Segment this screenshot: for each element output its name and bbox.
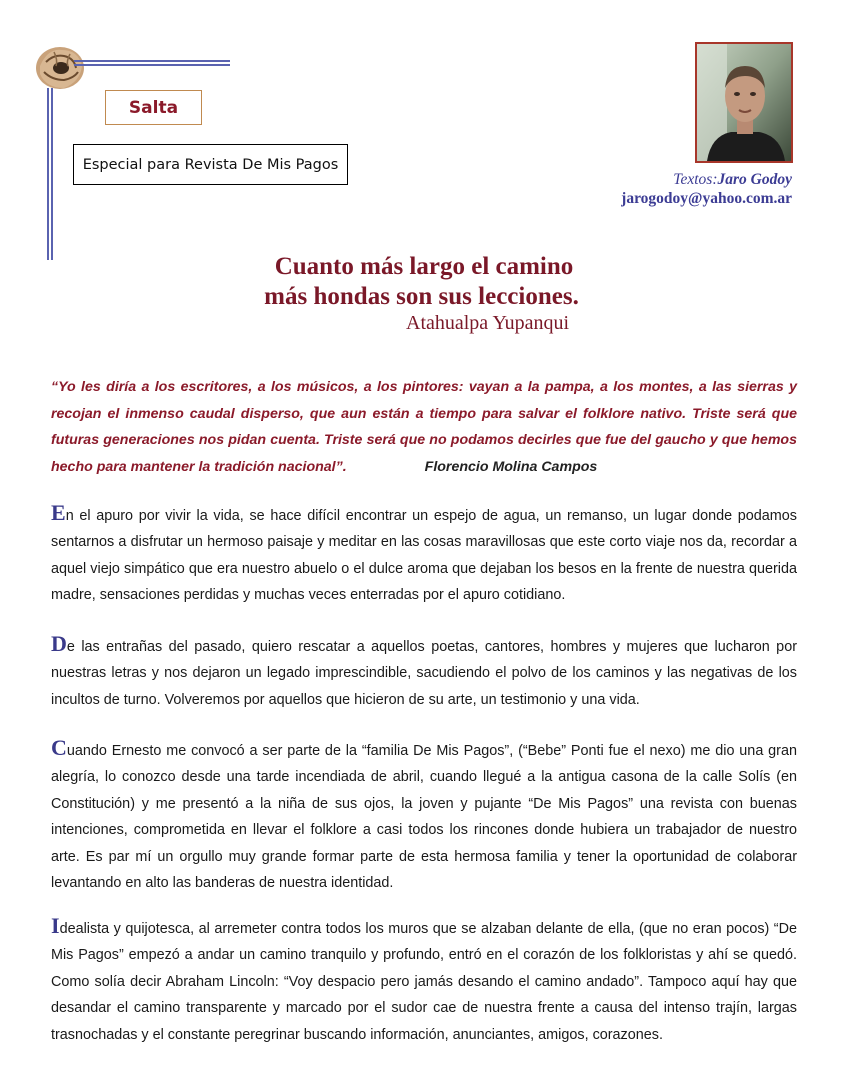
author-photo: [695, 42, 793, 163]
epigraph-quote: [51, 374, 797, 480]
special-label-box: [73, 144, 348, 185]
credit-email[interactable]: jarogodoy@yahoo.com.ar: [621, 190, 792, 207]
paragraph-2: [51, 631, 797, 713]
headline: [0, 252, 843, 312]
paragraph-3: [51, 735, 797, 896]
drop-initial-2: D: [51, 631, 67, 656]
credit-label: Textos:: [673, 171, 718, 188]
top-rule-1: [74, 60, 230, 62]
paragraph-text-2: e las entrañas del pasado, quiero rescatar a aquellos poetas, cantores, hombres y mujeres que lucharon por nuestras letras y nos dejaron un legado imprescindible, sacudiendo el polvo de los caminos y las negativas de los incultos de turno. Volveremos por aquellos que hicieron de su arte, un testimonio y una vida.: [51, 639, 797, 708]
section-label: Salta: [128, 97, 179, 118]
headline-line-1: Cuanto más largo el camino: [274, 253, 574, 280]
drop-initial-3: C: [51, 735, 67, 760]
headline-line-2: más hondas son sus lecciones.: [264, 283, 579, 310]
flower-ornament-icon: [34, 44, 86, 92]
quote-text: “Yo les diría a los escritores, a los músicos, a los pintores: vayan a la pampa, a los montes, a las sierras y recojan el inmenso caudal disperso, que aun están a tiempo para salvar el folklore nativo. Triste será que futuras generaciones nos pidan cuenta. Triste será que no podamos decirles que fue del gaucho y que hemos hecho para mantener la tradición nacional”.: [51, 379, 797, 475]
author-credit: [621, 170, 792, 208]
section-label-box: [105, 90, 202, 125]
headline-author: Atahualpa Yupanqui: [406, 312, 570, 334]
paragraph-text-1: n el apuro por vivir la vida, se hace difícil encontrar un espejo de agua, un remanso, un lugar donde podamos sentarnos a disfrutar un hermoso paisaje y meditar en las cosas maravillosas que este corto viaje nos da, recordar a aquel viejo simpático que era nuestro abuelo o el dulce aroma que dejaban los besos en la frente de nuestra querida madre, sensaciones perdidas y muchas veces enterradas por el apuro cotidiano.: [51, 508, 797, 604]
drop-initial-4: I: [51, 913, 60, 938]
side-rule-2: [51, 88, 53, 260]
paragraph-text-4: dealista y quijotesca, al arremeter contra todos los muros que se alzaban delante de ella, (que no eran pocos) “De Mis Pagos” empezó a andar un camino tranquilo y profundo, entró en el corazón de los folkloristas y ahí se quedó. Como solía decir Abraham Lincoln: “Voy despacio pero jamás desando el camino andado”. Tampoco aquí hay que desandar el camino transparente y marcado por el sudor cae de nuestra frente a causa del intenso trajín, largas trasnochadas y el constante peregrinar buscando información, anunciantes, amigos, corazones.: [51, 921, 797, 1043]
paragraph-text-3: uando Ernesto me convocó a ser parte de la “familia De Mis Pagos”, (“Bebe” Ponti fue el nexo) me dio una gran alegría, lo conozco desde una tarde incendiada de abril, cuando llegué a la antigua casona de la calle Solís (en Constitución) y me presentó a la niña de sus ojos, la joven y pujante “De Mis Pagos” una revista con buenas intenciones, comprometida en llevar el folklore a casi todos los rincones donde hubiera un trabajador de nuestro arte. Es par mí un orgullo muy grande formar parte de esta hermosa familia y tener la oportunidad de colaborar levantando en alto las banderas de nuestra identidad.: [51, 743, 797, 892]
credit-name: Jaro Godoy: [717, 171, 792, 188]
paragraph-1: [51, 500, 797, 609]
paragraph-4: [51, 913, 797, 1048]
top-rule-2: [74, 64, 230, 66]
side-rule-1: [47, 88, 49, 260]
drop-initial-1: E: [51, 500, 66, 525]
special-label: Especial para Revista De Mis Pagos: [82, 156, 339, 173]
quote-author: Florencio Molina Campos: [424, 458, 598, 475]
